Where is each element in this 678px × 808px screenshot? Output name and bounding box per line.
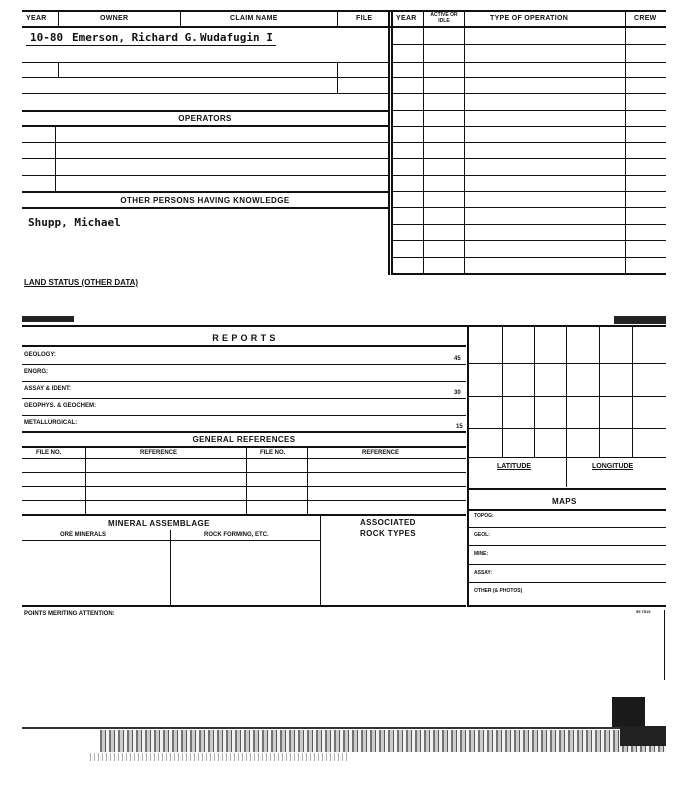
rule: [22, 345, 466, 347]
report-num-30: 30: [454, 390, 461, 396]
rule: [22, 142, 388, 143]
rule: [502, 327, 503, 457]
rule: [22, 93, 388, 94]
rule: [391, 44, 666, 45]
rule: [566, 327, 567, 487]
mineral-title: MINERAL ASSEMBLAGE: [108, 519, 210, 528]
rule: [391, 93, 666, 94]
report-engrg: ENGRG:: [24, 369, 48, 375]
other-person-name: Shupp, Michael: [28, 216, 121, 229]
maps-title: MAPS: [552, 497, 577, 506]
scan-mark: [614, 316, 666, 324]
rule: [467, 363, 666, 364]
rule: [55, 125, 56, 191]
rock-forming: ROCK FORMING, ETC.: [204, 532, 269, 538]
rule: [22, 62, 388, 63]
rule: [22, 191, 388, 193]
rule: [22, 125, 388, 127]
rule: [22, 446, 466, 448]
rule: [467, 509, 666, 511]
rule: [391, 191, 666, 192]
rule: [307, 446, 308, 514]
points-label: POINTS MERITING ATTENTION:: [24, 611, 115, 617]
entry-year: 10-80: [30, 31, 64, 44]
rule: [467, 488, 666, 490]
col-year-2: YEAR: [396, 15, 417, 22]
rule: [22, 472, 466, 473]
entry-claim-name: Wudafugin I: [200, 31, 273, 44]
scan-mark: [22, 316, 74, 322]
map-geol: GEOL:: [474, 532, 490, 538]
operators-title: OPERATORS: [178, 114, 232, 123]
rule: [391, 175, 666, 176]
rule: [467, 527, 666, 528]
col-crew: CREW: [634, 15, 657, 22]
rule: [388, 10, 390, 275]
rule: [391, 142, 666, 143]
rule: [632, 327, 633, 457]
rule: [337, 62, 338, 93]
rule: [22, 605, 466, 607]
rule: [22, 381, 466, 382]
rule: [22, 458, 466, 459]
rule: [467, 457, 666, 458]
rule: [391, 126, 666, 127]
rule: [467, 428, 666, 429]
entry-owner: Emerson, Richard G.: [72, 31, 198, 44]
latitude-label: LATITUDE: [497, 463, 532, 470]
rule: [391, 224, 666, 225]
scan-mark: [612, 697, 645, 727]
report-assay: ASSAY & IDENT:: [24, 386, 72, 392]
scan-noise: [100, 730, 666, 752]
rule: [467, 605, 666, 607]
rule: [22, 486, 466, 487]
ref-col-reference: REFERENCE: [140, 450, 178, 456]
associated: ASSOCIATED: [360, 518, 416, 527]
rule: [391, 158, 666, 159]
rule: [180, 10, 181, 28]
rule: [22, 207, 388, 209]
ore-minerals: ORE MINERALS: [60, 532, 107, 538]
rule: [467, 582, 666, 583]
rule: [22, 364, 466, 365]
rule: [22, 415, 466, 416]
scan-mark: [620, 726, 666, 746]
rule: [58, 10, 59, 28]
ref-col-file-no: FILE NO.: [36, 450, 62, 456]
ref-col-reference-2: REFERENCE: [362, 450, 400, 456]
form-number: 59 7515: [636, 609, 651, 614]
rule: [467, 545, 666, 546]
rock-types: ROCK TYPES: [360, 529, 417, 538]
col-type-operation: TYPE OF OPERATION: [490, 15, 569, 22]
col-file: FILE: [356, 15, 373, 22]
rule: [22, 325, 666, 327]
rule: [22, 175, 388, 176]
rule: [337, 10, 338, 28]
report-metallurgical: METALLURGICAL:: [24, 420, 78, 426]
map-topog: TOPOG:: [474, 513, 494, 519]
land-status-label: LAND STATUS (OTHER DATA): [24, 278, 139, 287]
rule: [391, 110, 666, 111]
rule: [22, 26, 666, 28]
rule: [320, 514, 321, 605]
rule: [467, 564, 666, 565]
rule: [22, 77, 388, 78]
rule: [22, 431, 466, 433]
report-num-15: 15: [456, 424, 463, 430]
longitude-label: LONGITUDE: [592, 463, 634, 470]
report-geophys: GEOPHYS. & GEOCHEM:: [24, 403, 97, 409]
col-owner: OWNER: [100, 15, 129, 22]
report-num-45: 45: [454, 356, 461, 362]
rule: [391, 240, 666, 241]
ref-col-file-no-2: FILE NO.: [260, 450, 286, 456]
rule: [391, 257, 666, 258]
report-geology: GEOLOGY:: [24, 352, 56, 358]
map-mine: MINE:: [474, 551, 489, 557]
rule: [534, 327, 535, 457]
col-claim-name: CLAIM NAME: [230, 15, 278, 22]
rule: [22, 727, 666, 729]
rule: [664, 610, 665, 680]
rule: [391, 273, 666, 275]
map-assay: ASSAY:: [474, 570, 493, 576]
rule: [246, 446, 247, 514]
general-references-title: GENERAL REFERENCES: [192, 435, 296, 444]
reports-title: R E P O R T S: [212, 333, 276, 343]
other-persons-title: OTHER PERSONS HAVING KNOWLEDGE: [120, 196, 290, 205]
rule: [391, 62, 666, 63]
col-year: YEAR: [26, 15, 47, 22]
map-other: OTHER (& PHOTOS): [474, 588, 523, 594]
rule: [22, 514, 466, 516]
rule: [22, 398, 466, 399]
rule: [391, 77, 666, 78]
scan-noise: [90, 753, 350, 761]
rule: [22, 540, 320, 541]
col-active-idle: ACTIVE OR IDLE: [430, 12, 458, 24]
rule: [22, 110, 388, 112]
rule: [22, 500, 466, 501]
rule: [58, 62, 59, 77]
rule: [85, 446, 86, 514]
rule: [170, 530, 171, 605]
rule: [391, 207, 666, 208]
rule: [599, 327, 600, 457]
rule: [467, 396, 666, 397]
rule: [22, 158, 388, 159]
rule: [22, 10, 666, 12]
underline: [26, 45, 276, 46]
